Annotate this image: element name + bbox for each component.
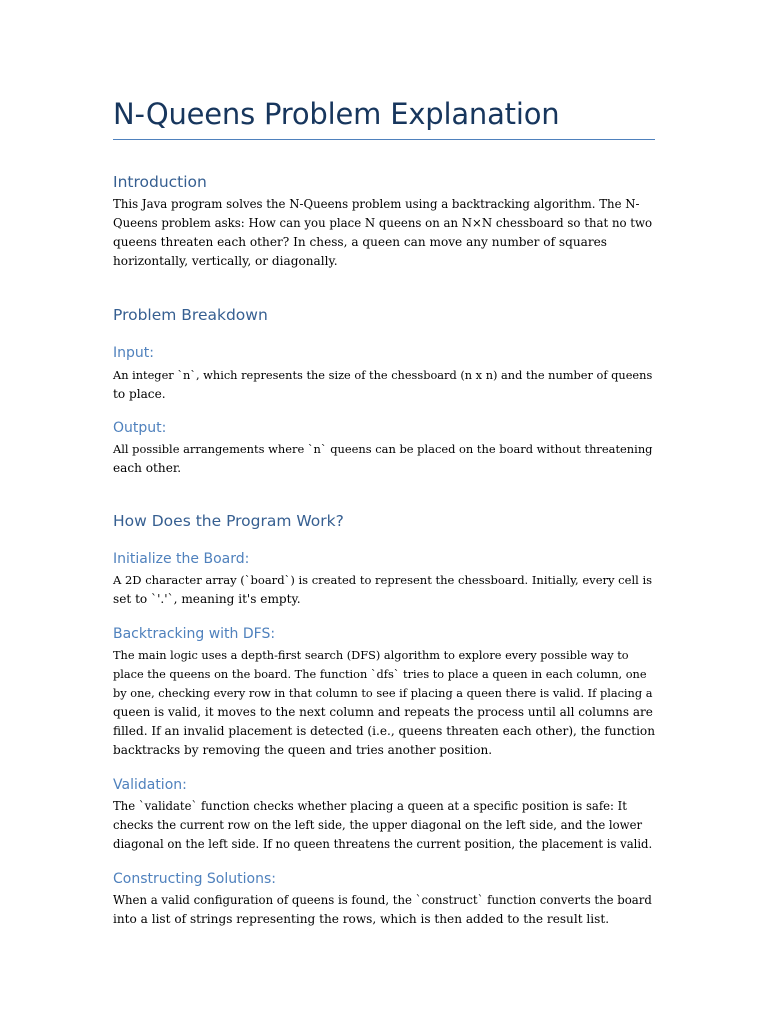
text-line: All possible arrangements where `n` queens can be placed on the board without threatening xyxy=(113,442,653,456)
text-line: filled. If an invalid placement is detected (i.e., queens threaten each other), the function xyxy=(113,724,656,738)
text-line: place the queens on the board. The function `dfs` tries to place a queen in each column, one xyxy=(113,667,647,681)
heading-problem-breakdown: Problem Breakdown xyxy=(113,306,268,324)
text-line: by one, checking every row in that column to see if placing a queen there is valid. If placing a xyxy=(113,686,653,700)
text-line: backtracks by removing the queen and tries another position. xyxy=(113,743,493,757)
heading-initialize-board: Initialize the Board: xyxy=(113,551,250,567)
text-line: into a list of strings representing the rows, which is then added to the result list. xyxy=(113,912,610,926)
paragraph-backtracking xyxy=(113,646,655,760)
paragraph-output xyxy=(113,440,652,478)
text-line: This Java program solves the N-Queens problem using a backtracking algorithm. The N- xyxy=(113,197,640,211)
heading-constructing-solutions: Constructing Solutions: xyxy=(113,871,276,887)
text-line: The main logic uses a depth-first search (DFS) algorithm to explore every possible way to xyxy=(113,648,629,662)
paragraph-validation xyxy=(113,797,652,854)
text-line: each other. xyxy=(113,461,182,475)
heading-introduction: Introduction xyxy=(113,173,207,191)
title-underline xyxy=(113,139,655,140)
text-line: An integer `n`, which represents the size of the chessboard (n x n) and the number of queens xyxy=(113,368,653,382)
text-line: queen is valid, it moves to the next column and repeats the process until all columns are xyxy=(113,705,653,719)
heading-output: Output: xyxy=(113,420,167,436)
document-title: N-Queens Problem Explanation xyxy=(113,97,560,131)
text-line: horizontally, vertically, or diagonally. xyxy=(113,254,338,268)
text-line: When a valid configuration of queens is found, the `construct` function converts the board xyxy=(113,893,652,907)
paragraph-introduction xyxy=(113,195,652,271)
paragraph-constructing-solutions xyxy=(113,891,652,929)
text-line: A 2D character array (`board`) is created to represent the chessboard. Initially, every cell is xyxy=(113,573,653,587)
text-line: queens threaten each other? In chess, a queen can move any number of squares xyxy=(113,235,608,249)
paragraph-initialize-board xyxy=(113,571,652,609)
text-line: to place. xyxy=(113,387,166,401)
text-line: The `validate` function checks whether placing a queen at a specific position is safe: It xyxy=(113,799,627,813)
text-line: Queens problem asks: How can you place N queens on an N×N chessboard so that no two xyxy=(113,216,653,230)
heading-how-it-works: How Does the Program Work? xyxy=(113,512,344,530)
text-line: diagonal on the left side. If no queen threatens the current position, the placement is valid. xyxy=(113,837,653,851)
text-line: checks the current row on the left side, the upper diagonal on the left side, and the lower xyxy=(113,818,643,832)
heading-input: Input: xyxy=(113,345,154,361)
heading-backtracking: Backtracking with DFS: xyxy=(113,626,276,642)
paragraph-input xyxy=(113,366,652,404)
heading-validation: Validation: xyxy=(113,777,187,793)
text-line: set to `'.'`, meaning it's empty. xyxy=(113,592,301,606)
